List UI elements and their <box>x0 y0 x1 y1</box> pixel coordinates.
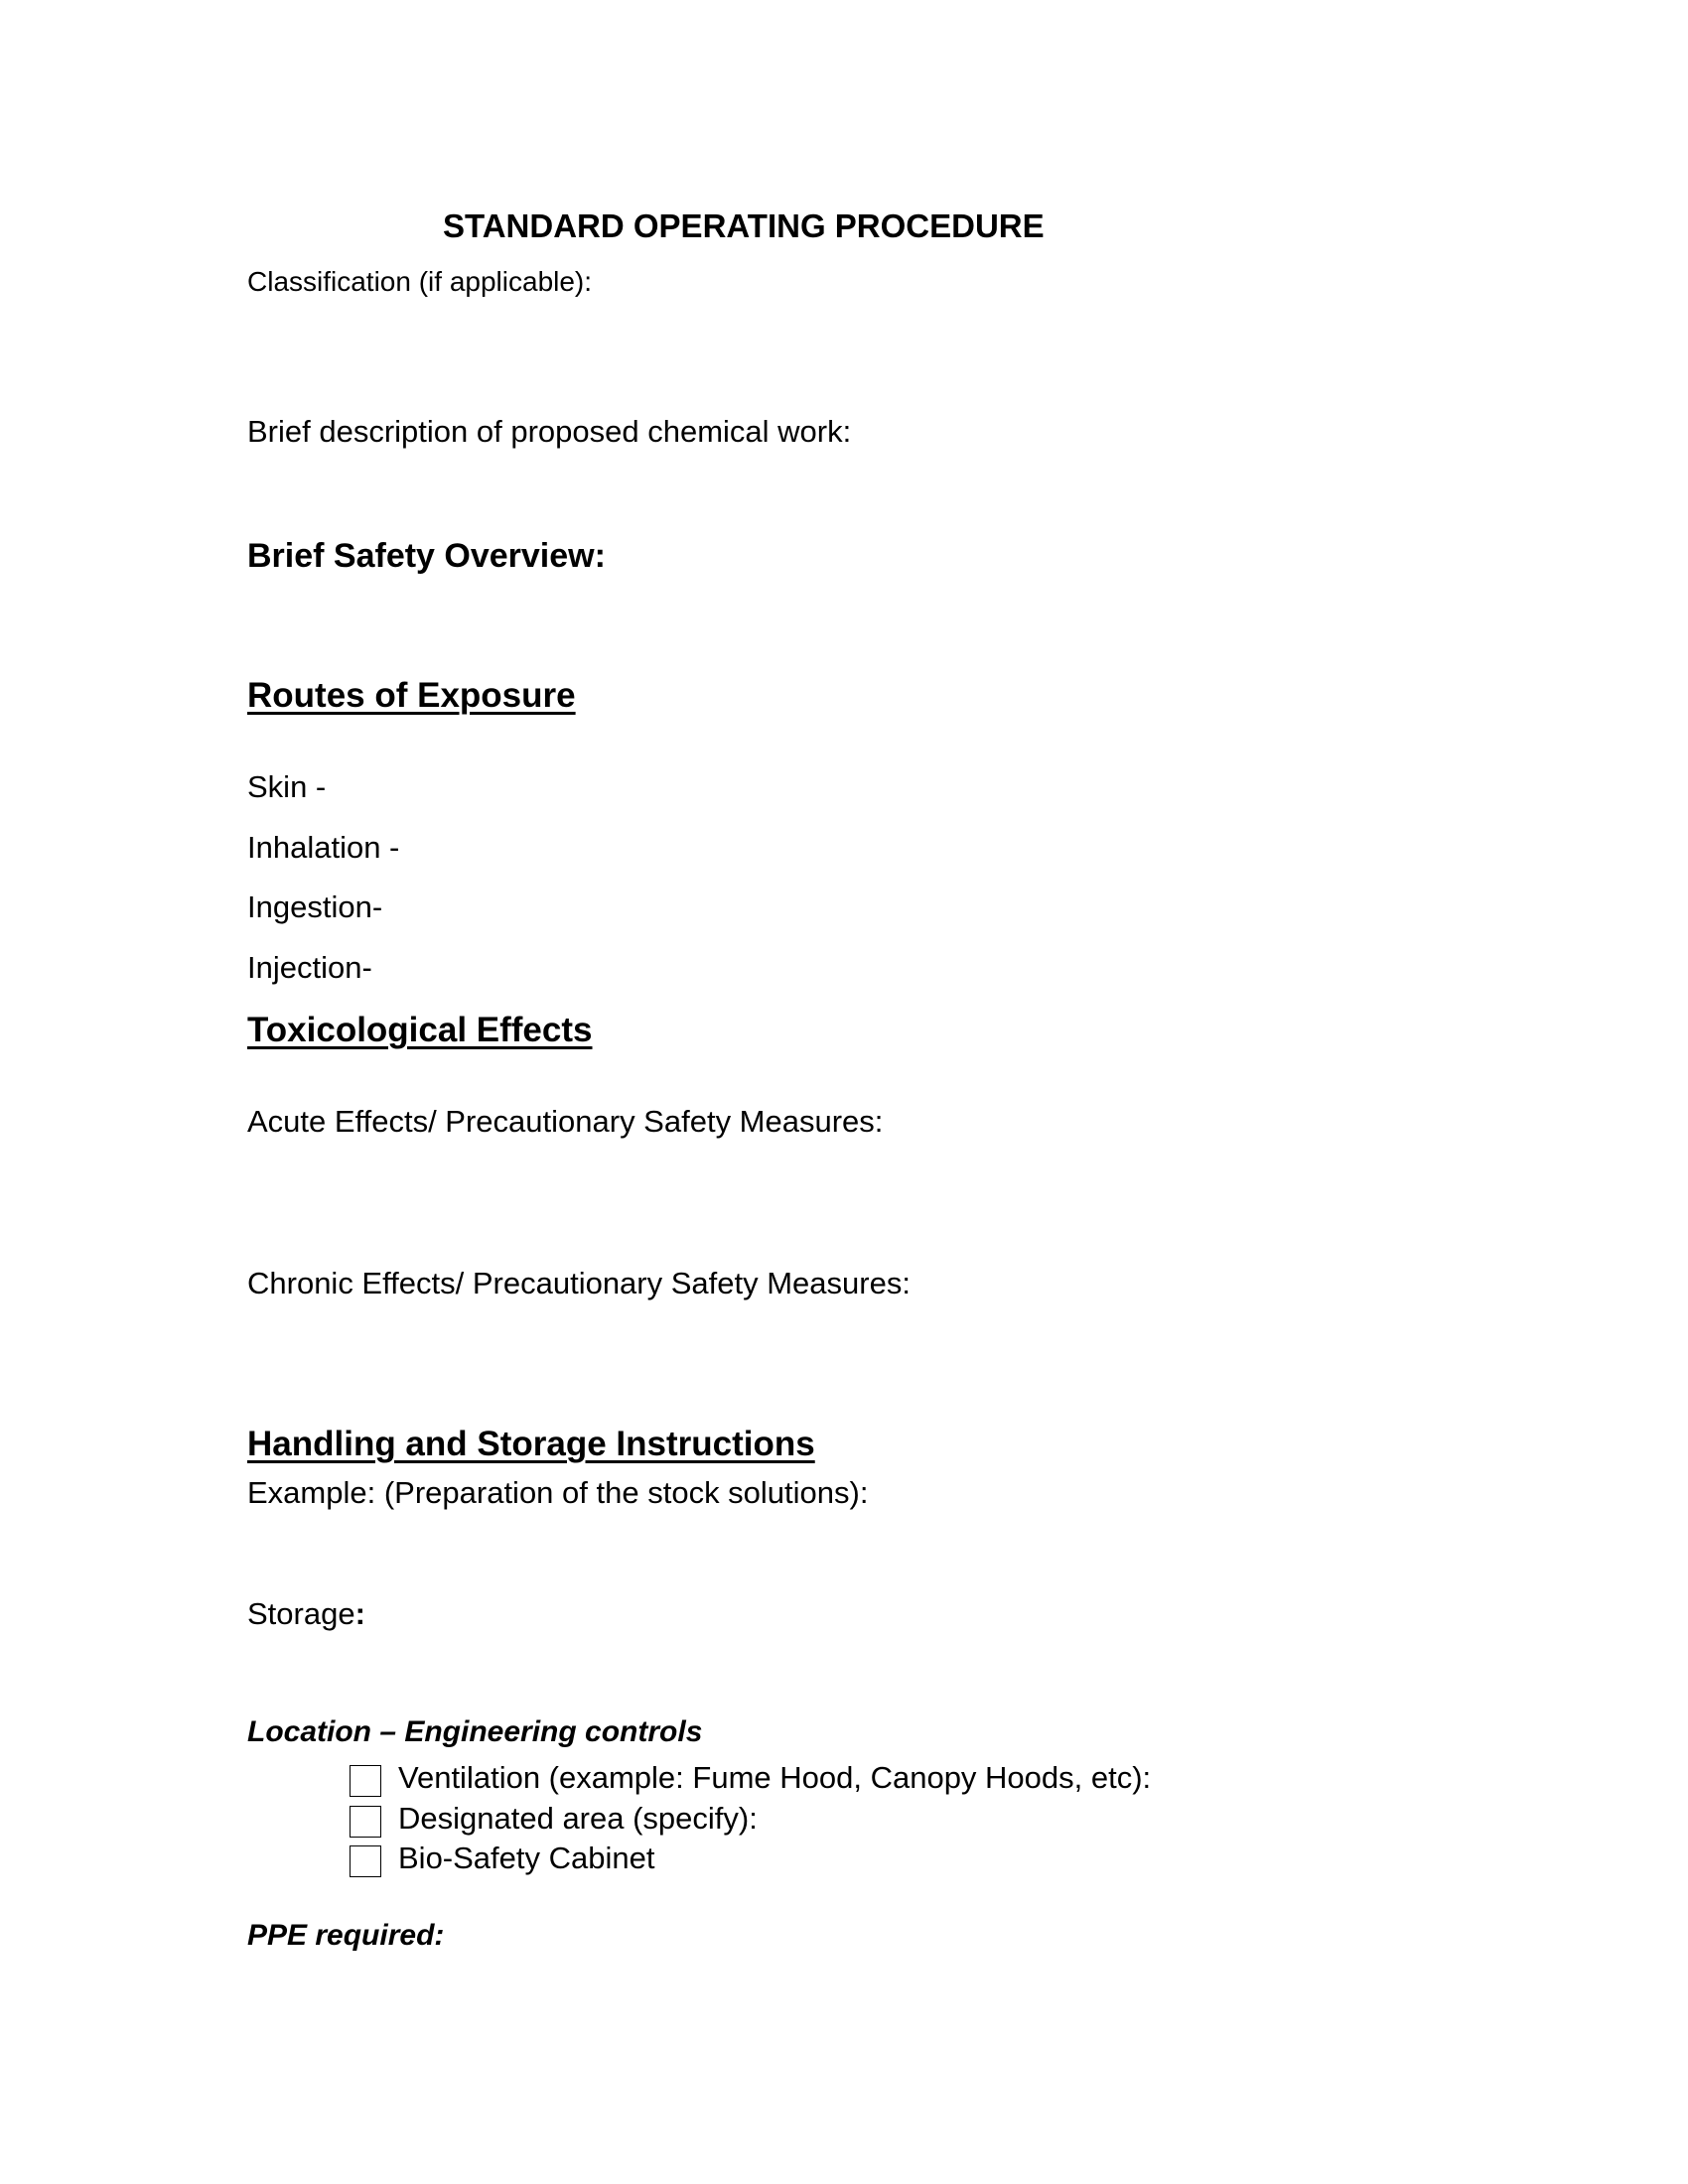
routes-of-exposure-heading: Routes of Exposure <box>247 676 576 715</box>
example-label: Example: (Preparation of the stock solutions): <box>247 1475 869 1510</box>
safety-overview-heading: Brief Safety Overview: <box>247 537 606 575</box>
storage-label-text: Storage <box>247 1596 355 1631</box>
ventilation-label: Ventilation (example: Fume Hood, Canopy Hoods, etc): <box>398 1759 1152 1795</box>
designated-area-checkbox[interactable] <box>350 1806 381 1838</box>
option-bio-safety-cabinet[interactable] <box>350 1838 654 1877</box>
bio-safety-cabinet-label: Bio-Safety Cabinet <box>398 1840 655 1875</box>
location-engineering-controls-heading: Location – Engineering controls <box>247 1715 703 1748</box>
storage-label <box>247 1598 365 1629</box>
bio-safety-cabinet-checkbox[interactable] <box>350 1845 381 1877</box>
ventilation-checkbox[interactable] <box>350 1765 381 1797</box>
chronic-effects-label: Chronic Effects/ Precautionary Safety Measures: <box>247 1266 911 1300</box>
toxicological-effects-heading: Toxicological Effects <box>247 1011 593 1049</box>
option-designated-area[interactable] <box>350 1798 758 1838</box>
handling-storage-heading: Handling and Storage Instructions <box>247 1425 815 1463</box>
route-inhalation: Inhalation - <box>247 830 400 865</box>
route-injection: Injection- <box>247 950 372 985</box>
route-skin: Skin - <box>247 769 327 804</box>
description-label: Brief description of proposed chemical work: <box>247 414 852 449</box>
document-title: STANDARD OPERATING PROCEDURE <box>443 207 1045 244</box>
route-ingestion: Ingestion- <box>247 889 383 924</box>
option-ventilation[interactable] <box>350 1757 1151 1797</box>
classification-label: Classification (if applicable): <box>247 266 593 297</box>
ppe-required-label: PPE required: <box>247 1919 445 1952</box>
designated-area-label: Designated area (specify): <box>398 1800 758 1836</box>
acute-effects-label: Acute Effects/ Precautionary Safety Measures: <box>247 1104 884 1139</box>
storage-colon: : <box>354 1596 365 1631</box>
